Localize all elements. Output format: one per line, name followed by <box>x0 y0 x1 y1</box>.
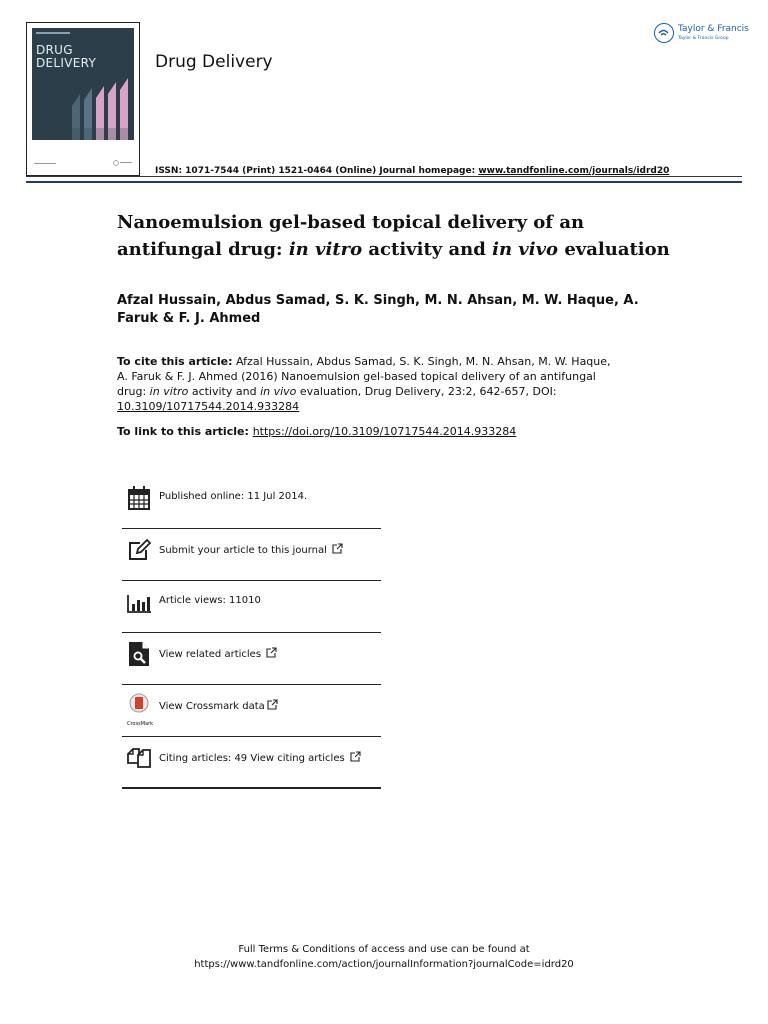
related-articles-link[interactable] <box>159 647 277 660</box>
footer-terms-text: Full Terms & Conditions of access and use can be found at <box>238 944 530 955</box>
citation-text-3: evaluation, Drug Delivery, 23:2, 642-657, DOI: <box>296 385 557 398</box>
published-date: Published online: 11 Jul 2014. <box>159 491 308 502</box>
article-link-label: To link to this article: <box>117 425 253 438</box>
bar-chart-icon <box>127 589 151 615</box>
related-articles-label: View related articles <box>159 649 262 660</box>
related-search-icon <box>127 641 151 667</box>
cover-stripes-graphic <box>32 28 134 140</box>
meta-submit[interactable] <box>122 529 381 581</box>
citing-articles-label: Citing articles: 49 View citing articles <box>159 753 345 764</box>
citation-italic-2: in vivo <box>260 385 297 398</box>
journal-name: Drug Delivery <box>155 52 273 72</box>
article-views: Article views: 11010 <box>159 595 261 606</box>
issn-line <box>155 166 669 176</box>
citing-articles-icon <box>127 745 151 771</box>
citation-doi-link[interactable]: 10.3109/10717544.2014.933284 <box>117 400 300 413</box>
meta-published <box>122 477 381 529</box>
article-link-line <box>117 424 516 439</box>
external-link-icon <box>350 751 361 762</box>
cover-footer-marks <box>32 151 134 171</box>
publisher-subname: Taylor & Francis Group <box>678 36 729 41</box>
citation-text-2: activity and <box>188 385 261 398</box>
issn-text: ISSN: 1071-7544 (Print) 1521-0464 (Online) Journal homepage: <box>155 166 479 176</box>
crossmark-data-link[interactable] <box>159 699 278 712</box>
article-authors: Afzal Hussain, Abdus Samad, S. K. Singh, M. N. Ahsan, M. W. Haque, A. Faruk & F. J. Ahmed <box>117 293 639 326</box>
meta-crossmark[interactable] <box>122 685 381 737</box>
title-italic-2: in vivo <box>492 239 559 260</box>
cover-title-line1: DRUG <box>36 43 73 57</box>
publisher-name: Taylor & Francis <box>678 24 749 34</box>
article-title <box>117 209 677 263</box>
citing-articles-link[interactable] <box>159 751 361 764</box>
crossmark-data-label: View Crossmark data <box>159 701 265 712</box>
title-text-3: evaluation <box>558 239 670 260</box>
calendar-icon <box>127 485 151 511</box>
header-rule-thin <box>26 176 742 177</box>
external-link-icon <box>267 699 278 710</box>
submit-article-link[interactable] <box>159 543 343 556</box>
external-link-icon <box>266 647 277 658</box>
meta-related[interactable] <box>122 633 381 685</box>
publisher-logo[interactable] <box>654 22 749 46</box>
footer-terms-url[interactable]: https://www.tandfonline.com/action/journalInformation?journalCode=idrd20 <box>194 959 574 970</box>
citation-label: To cite this article: <box>117 355 233 368</box>
title-italic-1: in vitro <box>288 239 363 260</box>
citation-block <box>117 354 617 414</box>
article-meta-list <box>122 477 381 789</box>
meta-citing[interactable] <box>122 737 381 789</box>
title-text-1: Nanoemulsion gel-based topical delivery of an antifungal drug: <box>117 212 585 260</box>
article-doi-link[interactable]: https://doi.org/10.3109/10717544.2014.933284 <box>252 425 517 438</box>
edit-icon <box>127 537 151 563</box>
terms-footer <box>0 942 768 972</box>
citation-italic-1: in vitro <box>149 385 189 398</box>
citation-text-1: Afzal Hussain, Abdus Samad, S. K. Singh, M. N. Ahsan, M. W. Haque, A. Faruk & F. J. Ahmed (2016) Nanoemulsion gel-based topical delivery of an antifungal drug: <box>117 355 611 398</box>
crossmark-icon <box>127 693 151 719</box>
cover-artwork <box>32 28 134 140</box>
crossmark-icon-label: CrossMark <box>127 721 154 727</box>
external-link-icon <box>332 543 343 554</box>
journal-cover <box>26 22 140 176</box>
title-text-2: activity and <box>362 239 493 260</box>
cover-title-line2: DELIVERY <box>36 56 97 70</box>
journal-homepage-link[interactable]: www.tandfonline.com/journals/idrd20 <box>478 166 670 176</box>
publisher-logo-icon <box>654 23 674 43</box>
meta-views <box>122 581 381 633</box>
submit-article-label: Submit your article to this journal <box>159 545 327 556</box>
header-rule-thick <box>26 181 742 183</box>
